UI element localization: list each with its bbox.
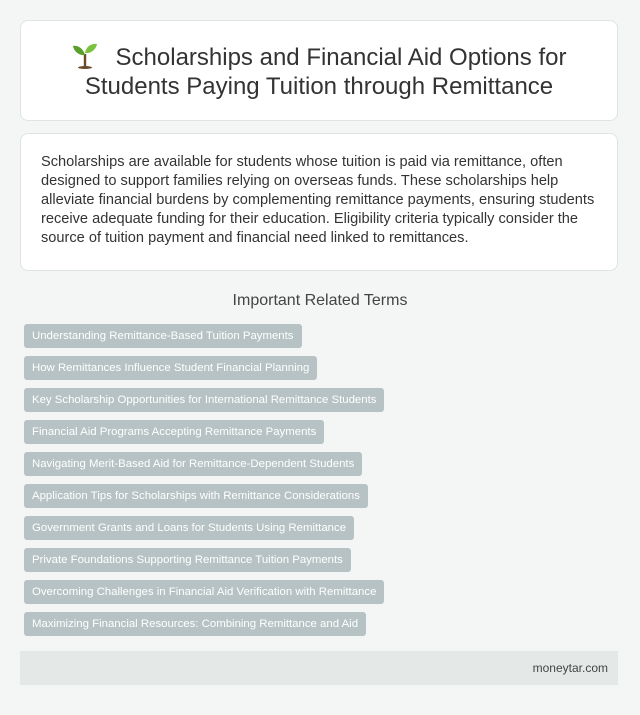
sprout-icon <box>72 41 98 69</box>
footer-site-link[interactable]: moneytar.com <box>532 661 608 675</box>
related-term-tag[interactable]: Private Foundations Supporting Remittance Tuition Payments <box>24 548 351 572</box>
related-term-tag[interactable]: Application Tips for Scholarships with Remittance Considerations <box>24 484 368 508</box>
related-term-tag[interactable]: How Remittances Influence Student Financial Planning <box>24 356 317 380</box>
summary-text: Scholarships are available for students whose tuition is paid via remittance, often designed to support families relying on overseas funds. These scholarships help alleviate financial burdens by complementing remittance payments, ensuring students receive adequate funding for their education. Eligibility criteria typically consider the source of tuition payment and financial need linked to remittances. <box>41 154 595 246</box>
related-term-tag[interactable]: Overcoming Challenges in Financial Aid Verification with Remittance <box>24 580 384 604</box>
related-term-tag[interactable]: Financial Aid Programs Accepting Remittance Payments <box>24 420 324 444</box>
related-term-tag[interactable]: Key Scholarship Opportunities for International Remittance Students <box>24 388 384 412</box>
related-term-tag[interactable]: Navigating Merit-Based Aid for Remittance-Dependent Students <box>24 452 362 476</box>
related-term-tag[interactable]: Maximizing Financial Resources: Combining Remittance and Aid <box>24 612 366 636</box>
page-title <box>21 41 617 101</box>
summary-card <box>20 133 618 271</box>
related-term-tag[interactable]: Understanding Remittance-Based Tuition Payments <box>24 324 302 348</box>
related-term-tag[interactable]: Government Grants and Loans for Students Using Remittance <box>24 516 354 540</box>
related-terms-list <box>24 324 616 644</box>
page-title-text: Scholarships and Financial Aid Options for Students Paying Tuition through Remittance <box>84 43 567 100</box>
related-terms-heading: Important Related Terms <box>232 292 408 309</box>
footer <box>20 651 618 685</box>
title-card <box>20 20 618 121</box>
